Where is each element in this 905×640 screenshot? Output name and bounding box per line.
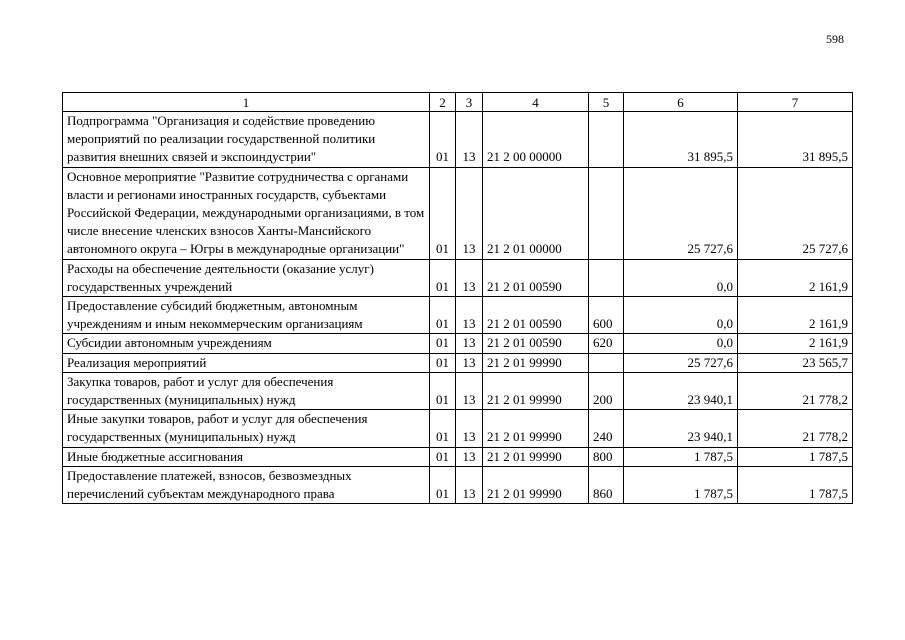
table-row <box>63 334 853 353</box>
amount-col6-cell: 31 895,5 <box>624 112 738 168</box>
subsection-code-cell: 13 <box>456 259 483 296</box>
subsection-code-cell: 13 <box>456 353 483 372</box>
expense-type-code-cell: 200 <box>589 372 624 409</box>
amount-col7-cell: 2 161,9 <box>738 297 853 334</box>
table-row <box>63 353 853 372</box>
row-name-cell: Расходы на обеспечение деятельности (оказание услуг) государственных учреждений <box>63 259 430 296</box>
table-row <box>63 447 853 466</box>
expense-type-code-cell: 600 <box>589 297 624 334</box>
column-header: 3 <box>456 93 483 112</box>
table-row <box>63 466 853 503</box>
column-header: 4 <box>483 93 589 112</box>
target-item-code-cell: 21 2 01 00590 <box>483 297 589 334</box>
column-header: 7 <box>738 93 853 112</box>
target-item-code-cell: 21 2 01 99990 <box>483 372 589 409</box>
section-code-cell: 01 <box>430 297 456 334</box>
table-row <box>63 112 853 168</box>
amount-col7-cell: 1 787,5 <box>738 466 853 503</box>
column-header: 1 <box>63 93 430 112</box>
subsection-code-cell: 13 <box>456 410 483 447</box>
section-code-cell: 01 <box>430 112 456 168</box>
amount-col7-cell: 2 161,9 <box>738 259 853 296</box>
row-name-cell: Подпрограмма "Организация и содействие проведению мероприятий по реализации государственной политики развития внешних связей и экспоиндустрии" <box>63 112 430 168</box>
row-name-cell: Реализация мероприятий <box>63 353 430 372</box>
amount-col6-cell: 0,0 <box>624 297 738 334</box>
amount-col6-cell: 23 940,1 <box>624 410 738 447</box>
row-name-cell: Основное мероприятие "Развитие сотрудничества с органами власти и регионами иностранных государств, субъектами Российской Федерации, международными организациями, в том числе внесение членских взносов Ханты-Мансийского автономного округа – Югры в международные организации" <box>63 167 430 259</box>
section-code-cell: 01 <box>430 353 456 372</box>
amount-col6-cell: 25 727,6 <box>624 167 738 259</box>
row-name-cell: Предоставление субсидий бюджетным, автономным учреждениям и иным некоммерческим организациям <box>63 297 430 334</box>
target-item-code-cell: 21 2 01 00000 <box>483 167 589 259</box>
table-row <box>63 259 853 296</box>
subsection-code-cell: 13 <box>456 334 483 353</box>
target-item-code-cell: 21 2 01 99990 <box>483 410 589 447</box>
subsection-code-cell: 13 <box>456 297 483 334</box>
target-item-code-cell: 21 2 01 99990 <box>483 447 589 466</box>
table-row <box>63 297 853 334</box>
section-code-cell: 01 <box>430 167 456 259</box>
section-code-cell: 01 <box>430 447 456 466</box>
section-code-cell: 01 <box>430 372 456 409</box>
expense-type-code-cell <box>589 353 624 372</box>
section-code-cell: 01 <box>430 466 456 503</box>
expense-type-code-cell: 800 <box>589 447 624 466</box>
header-row <box>63 93 853 112</box>
column-header: 6 <box>624 93 738 112</box>
amount-col7-cell: 31 895,5 <box>738 112 853 168</box>
table-row <box>63 372 853 409</box>
subsection-code-cell: 13 <box>456 167 483 259</box>
subsection-code-cell: 13 <box>456 112 483 168</box>
budget-table <box>62 92 853 504</box>
row-name-cell: Закупка товаров, работ и услуг для обеспечения государственных (муниципальных) нужд <box>63 372 430 409</box>
row-name-cell: Предоставление платежей, взносов, безвозмездных перечислений субъектам международного права <box>63 466 430 503</box>
section-code-cell: 01 <box>430 410 456 447</box>
expense-type-code-cell <box>589 112 624 168</box>
subsection-code-cell: 13 <box>456 447 483 466</box>
amount-col6-cell: 25 727,6 <box>624 353 738 372</box>
page-number: 598 <box>826 32 844 46</box>
amount-col6-cell: 23 940,1 <box>624 372 738 409</box>
expense-type-code-cell: 240 <box>589 410 624 447</box>
target-item-code-cell: 21 2 01 00590 <box>483 259 589 296</box>
amount-col7-cell: 25 727,6 <box>738 167 853 259</box>
amount-col6-cell: 0,0 <box>624 259 738 296</box>
table-row <box>63 167 853 259</box>
target-item-code-cell: 21 2 00 00000 <box>483 112 589 168</box>
column-header: 2 <box>430 93 456 112</box>
row-name-cell: Субсидии автономным учреждениям <box>63 334 430 353</box>
target-item-code-cell: 21 2 01 00590 <box>483 334 589 353</box>
amount-col7-cell: 21 778,2 <box>738 410 853 447</box>
target-item-code-cell: 21 2 01 99990 <box>483 466 589 503</box>
section-code-cell: 01 <box>430 334 456 353</box>
row-name-cell: Иные закупки товаров, работ и услуг для обеспечения государственных (муниципальных) нужд <box>63 410 430 447</box>
amount-col6-cell: 0,0 <box>624 334 738 353</box>
column-header: 5 <box>589 93 624 112</box>
table-row <box>63 410 853 447</box>
subsection-code-cell: 13 <box>456 372 483 409</box>
target-item-code-cell: 21 2 01 99990 <box>483 353 589 372</box>
subsection-code-cell: 13 <box>456 466 483 503</box>
amount-col7-cell: 23 565,7 <box>738 353 853 372</box>
expense-type-code-cell <box>589 167 624 259</box>
row-name-cell: Иные бюджетные ассигнования <box>63 447 430 466</box>
amount-col7-cell: 21 778,2 <box>738 372 853 409</box>
amount-col6-cell: 1 787,5 <box>624 447 738 466</box>
amount-col7-cell: 1 787,5 <box>738 447 853 466</box>
expense-type-code-cell <box>589 259 624 296</box>
expense-type-code-cell: 860 <box>589 466 624 503</box>
amount-col7-cell: 2 161,9 <box>738 334 853 353</box>
section-code-cell: 01 <box>430 259 456 296</box>
expense-type-code-cell: 620 <box>589 334 624 353</box>
amount-col6-cell: 1 787,5 <box>624 466 738 503</box>
